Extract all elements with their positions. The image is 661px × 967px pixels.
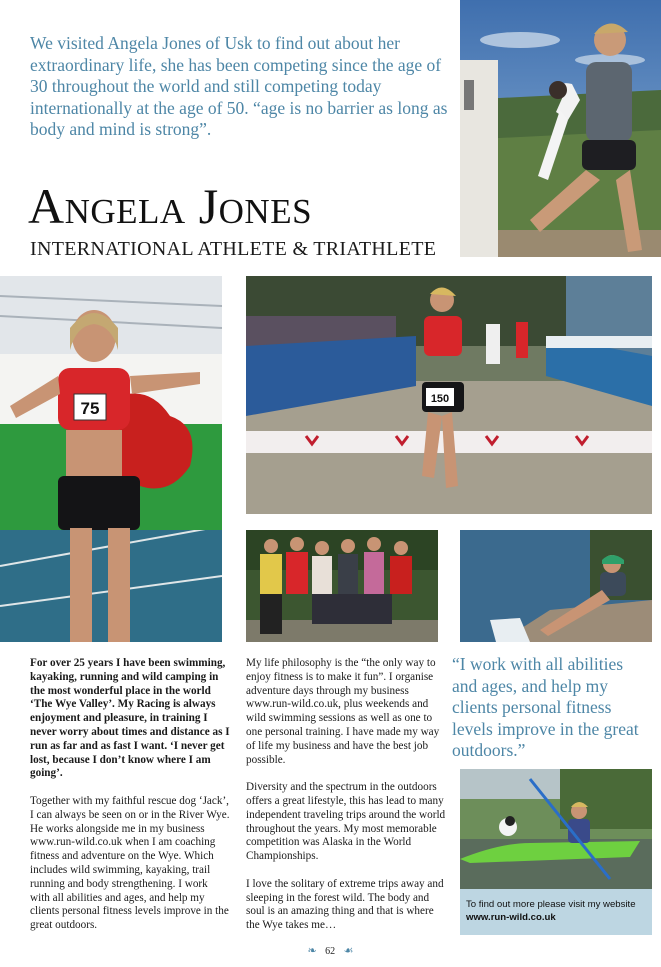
pull-quote: “I work with all abilities and ages, and help my clients personal fitness levels improve in the great outdoors.”	[452, 654, 639, 760]
body-paragraph-intro: For over 25 years I have been swimming, kayaking, running and wild camping in the most wonderful place in the world ‘The Wye Valley’. My Racing is always enjoyment and pleasure, in training I never worry about times and distance as I run as far and as fast I want. ‘I never get lost, because I don’t know where I am going’.	[30, 657, 230, 780]
photo-finish-line	[246, 276, 652, 514]
photo-kayak	[460, 769, 652, 889]
article-title: Angela Jones	[28, 178, 313, 234]
flag-photo-bib-number: 75	[80, 399, 100, 418]
photo-welsh-flag	[0, 276, 222, 642]
body-paragraph-diversity: Diversity and the spectrum in the outdoors offers a great lifestyle, this has lead to many independent traveling trips around the world throughout the years. My most memorable competition was Alaska in the World Championships.	[246, 781, 446, 863]
ornament-left-icon: ❧	[307, 945, 317, 957]
ornament-right-icon: ☙	[343, 945, 354, 957]
callout-text: To find out more please visit my website	[466, 899, 636, 910]
body-paragraph-dog: Together with my faithful rescue dog ‘Jack’, I can always be seen on or in the River Wye. He works alongside me in my business www.run-wild.co.uk when I am coaching fitness and adventure on the Wye. Which includes wild swimming, kayaking, trail running and body strengthening. I work with all abilities and ages, and help my clients personal fitness levels improve in the great outdoors.	[30, 794, 230, 932]
page-number: 62	[325, 946, 336, 957]
article-subtitle: INTERNATIONAL ATHLETE & TRIATHLETE	[30, 238, 437, 260]
body-column-middle	[246, 657, 446, 947]
finish-photo-bib-number: 150	[430, 393, 450, 405]
website-link[interactable]: www.run-wild.co.uk	[466, 912, 556, 923]
photo-group	[246, 530, 438, 642]
body-column-left	[30, 657, 230, 947]
website-callout	[460, 889, 652, 935]
page-footer	[0, 944, 661, 957]
photo-hilltop-with-dog	[460, 0, 661, 257]
body-paragraph-philosophy: My life philosophy is the “the only way to enjoy fitness is to make it fun”. I organise adventure days through my business www.run-wild.co.uk, plus weekends and wild swimming sessions as well as one to one personal training. I have made my way of life my business and have the best job possible.	[246, 657, 440, 766]
photo-lake	[460, 530, 652, 642]
intro-paragraph: We visited Angela Jones of Usk to find out about her extraordinary life, she has been competing since the age of 30 throughout the world and still competing today internationally at the age of 50. “age is no barrier as long as body and mind is strong”.	[30, 33, 448, 139]
body-paragraph-solitary: I love the solitary of extreme trips away and sleeping in the forest wild. The body and soul is an amazing thing and that is where the Wye takes me…	[246, 877, 444, 932]
